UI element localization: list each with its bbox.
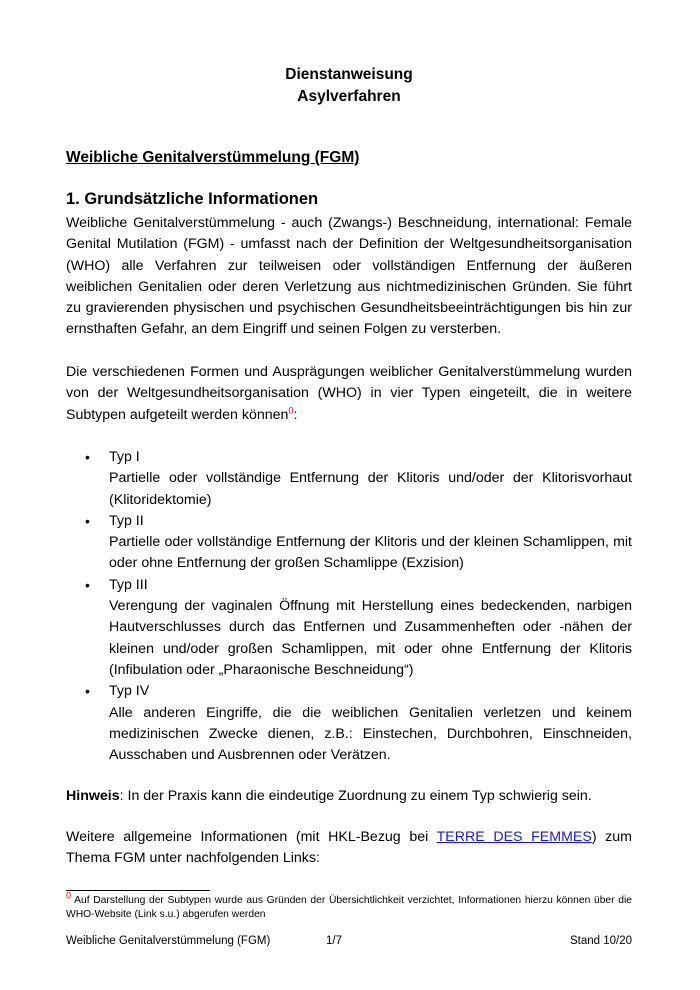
type-description: Verengung der vaginalen Öffnung mit Herstellung eines bedeckenden, narbigen Hautverschlusses durch das Entfernen und Zusammenheften oder -nähen der kleinen und/oder großen Schamlippen, mit oder ohne Entfernung der Klitoris (Infibulation oder „Pharaonische Beschneidung“)	[109, 598, 632, 678]
bullet-icon: •	[85, 576, 90, 593]
footnote	[66, 890, 632, 921]
title-line-1: Dienstanweisung	[285, 66, 413, 83]
footnote-reference[interactable]: 0	[288, 404, 294, 415]
terre-des-femmes-link[interactable]: TERRE DES FEMMES	[436, 829, 592, 845]
types-intro-paragraph	[66, 362, 632, 426]
type-label: Typ II	[109, 512, 144, 529]
footnote-mark: 0	[66, 890, 72, 901]
type-description: Alle anderen Eingriffe, die die weiblichen Genitalien verletzen und keinem medizinischen Zwecke dienen, z.B.: Einstechen, Durchbohren, Einschneiden, Ausschaben und Ausbrennen oder Verätzen.	[109, 704, 632, 764]
intro-paragraph: Weibliche Genitalverstümmelung - auch (Zwangs-) Beschneidung, international: Female Genital Mutilation (FGM) - umfasst nach der Definition der Weltgesundheitsorganisation (WHO) alle Verfahren zur teilweisen oder vollständigen Entfernung der äußeren weiblichen Genitalien oder deren Verletzung aus nichtmedizinischen Gründen. Sie führt zu gravierenden physischen und psychischen Gesundheitsbeeinträchtigungen bis hin zur ernsthaften Gefahr, an dem Eingriff und seinen Folgen zu versterben.	[66, 215, 632, 338]
type-list	[66, 447, 632, 766]
hint-label: Hinweis	[66, 788, 120, 804]
type-label: Typ III	[109, 576, 148, 593]
types-intro-end: :	[293, 406, 298, 423]
links-text-before: Weitere allgemeine Informationen (mit HKL-Bezug bei	[66, 829, 437, 845]
document-title	[66, 64, 632, 108]
footer-page-number: 1/7	[326, 935, 342, 947]
footnote-separator	[66, 890, 210, 891]
bullet-icon: •	[85, 683, 90, 700]
type-description: Partielle oder vollständige Entfernung der Klitoris und/oder der Klitorisvorhaut (Klitoridektomie)	[109, 470, 632, 508]
footer-status-date: Stand 10/20	[569, 935, 632, 947]
bullet-icon: •	[85, 449, 90, 465]
title-line-2: Asylverfahren	[297, 88, 401, 105]
type-label: Typ IV	[109, 683, 150, 700]
type-item-1	[66, 447, 632, 511]
links-paragraph	[66, 827, 632, 870]
type-item-2	[66, 511, 632, 575]
links-text-after: ) zum Thema FGM unter nachfolgenden Links:	[66, 829, 632, 867]
type-item-4	[66, 681, 632, 766]
type-description: Partielle oder vollständige Entfernung der Klitoris und der kleinen Schamlippen, mit oder ohne Entfernung der großen Schamlippe (Exzision)	[109, 534, 632, 572]
section-heading: Weibliche Genitalverstümmelung (FGM)	[66, 149, 360, 166]
type-label: Typ I	[109, 449, 140, 465]
footer-document-name: Weibliche Genitalverstümmelung (FGM)	[66, 935, 271, 947]
hint-text: : In der Praxis kann die eindeutige Zuordnung zu einem Typ schwierig sein.	[119, 788, 592, 804]
hint-note	[66, 786, 592, 807]
bullet-icon: •	[85, 512, 90, 529]
types-intro-text: Die verschiedenen Formen und Ausprägungen weiblicher Genitalverstümmelung wurden von der Weltgesundheitsorganisation (WHO) in vier Typen eingeteilt, die in weitere Subtypen aufgeteilt werden können	[66, 364, 632, 423]
type-item-3	[66, 575, 632, 681]
footnote-text: Auf Darstellung der Subtypen wurde aus Gründen der Übersichtlichkeit verzichtet, Informationen hierzu können über die WHO-Website (Link s.u.) abgerufen werden	[66, 895, 632, 920]
subsection-heading: 1. Grundsätzliche Informationen	[66, 190, 319, 208]
